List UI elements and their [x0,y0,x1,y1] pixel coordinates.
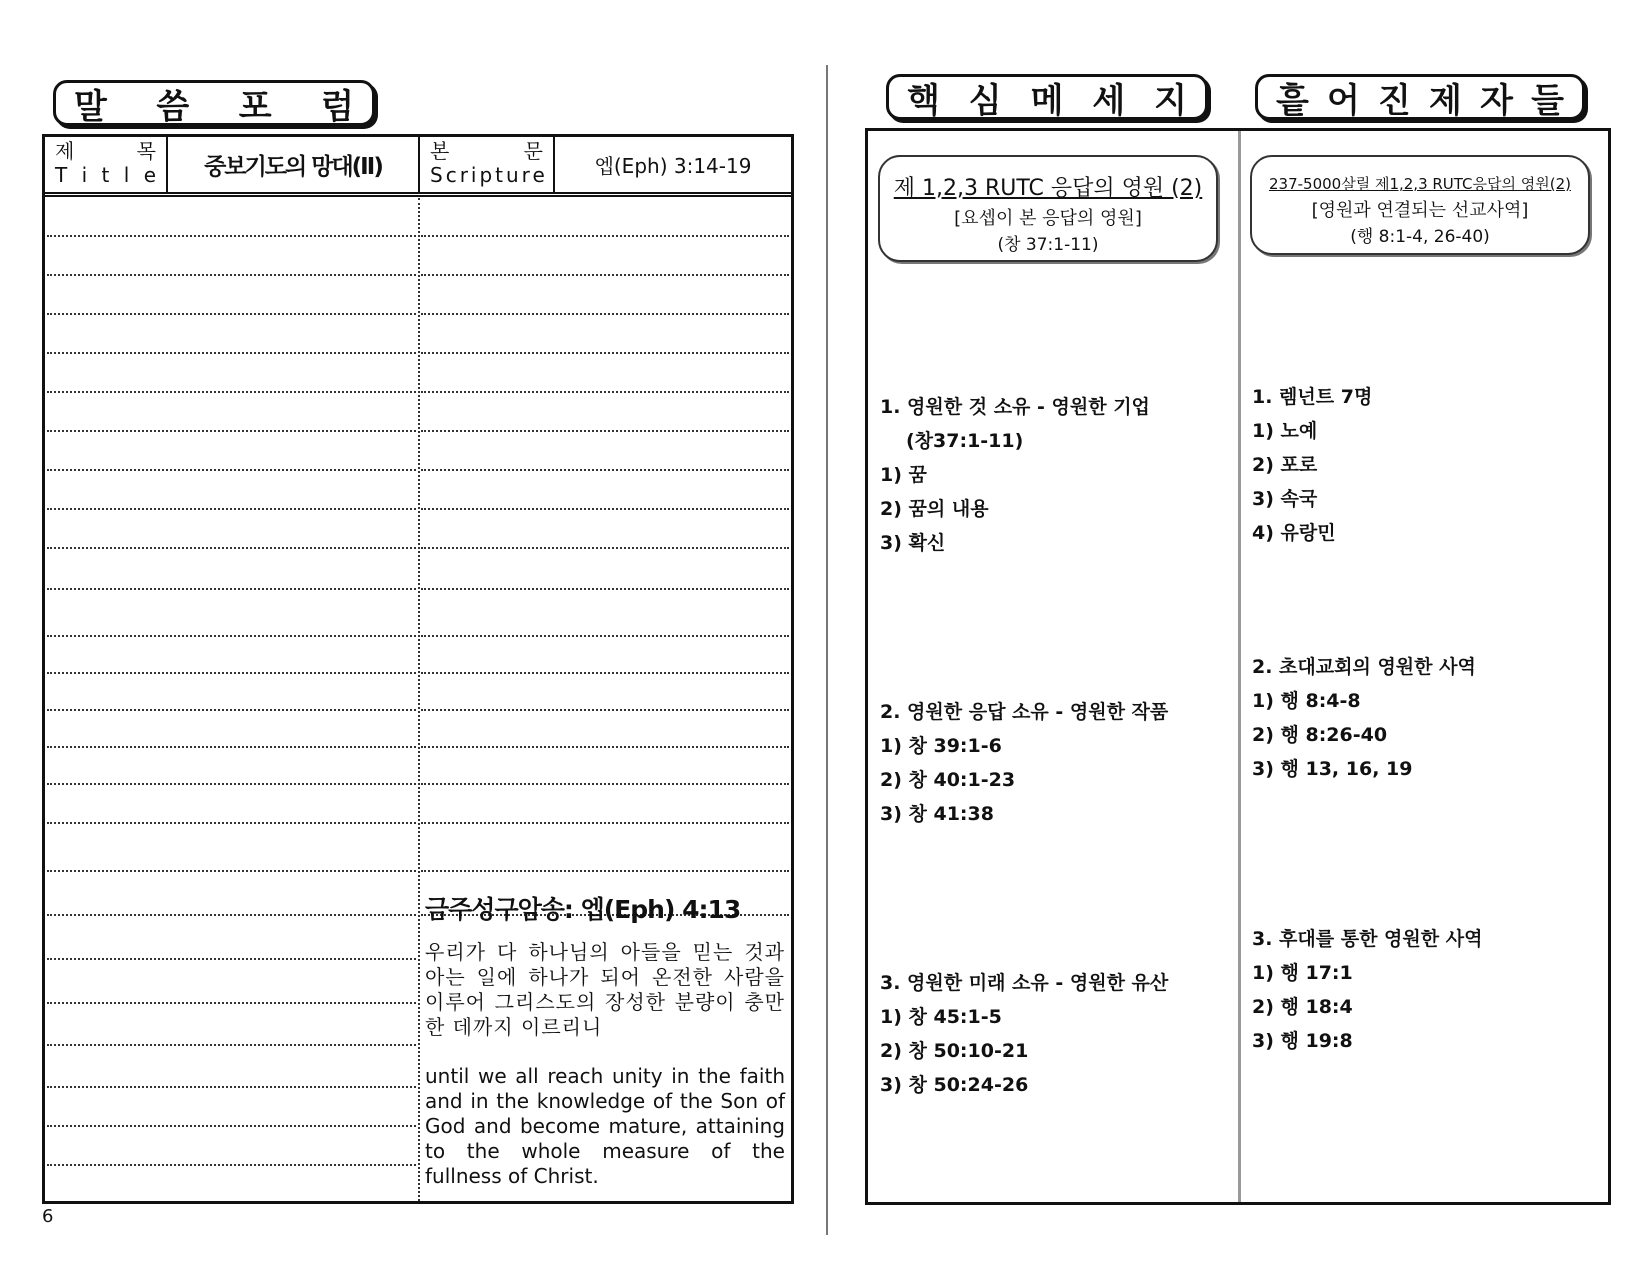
title-label [45,137,166,192]
banner-char: 포 [238,86,272,127]
note-line [421,508,789,510]
label-char: l [123,163,132,187]
scattered-section-3-heading: 3. 후대를 통한 영원한 사역 [1252,928,1483,950]
banner-char: 심 [968,80,1002,121]
core-section-3-item: 1) 창 45:1-5 [880,1006,1002,1028]
scattered-section-2-item: 1) 행 8:4-8 [1252,690,1361,712]
memory-verse-korean: 우리가 다 하나님의 아들을 믿는 것과 아는 일에 하나가 되어 온전한 사람을 이루어 그리스도의 장성한 분량이 충만한 데까지 이르리니 [425,940,785,1039]
note-line [47,783,416,785]
banner-core-message [886,74,1208,120]
note-line [47,1002,416,1004]
note-line [47,672,416,674]
note-line [47,547,416,549]
note-line [47,508,416,510]
note-line [421,313,789,315]
scattered-section-1-item: 2) 포로 [1252,454,1318,476]
note-line [47,635,416,637]
note-line [47,1086,416,1088]
label-char: i [81,163,90,187]
note-line [421,709,789,711]
note-line [47,746,416,748]
note-line [421,672,789,674]
scattered-section-2-item: 2) 행 8:26-40 [1252,724,1388,746]
core-message-reference: (창 37:1-11) [997,235,1099,255]
core-section-1-item: 1) 꿈 [880,464,927,486]
page-number: 6 [42,1206,54,1227]
note-line [47,1044,416,1046]
scattered-reference: (행 8:1-4, 26-40) [1350,227,1490,247]
banner-sermon-forum [53,80,375,126]
scripture-reference-text: 엡(Eph) 3:14-19 [594,154,752,178]
page-gutter-rule [826,65,828,1235]
banner-char: 말 [74,86,107,127]
banner-char: 흩 [1276,80,1309,121]
banner-char: 들 [1531,80,1564,121]
scattered-section-2-heading: 2. 초대교회의 영원한 사역 [1252,656,1476,678]
scattered-disciples-title-box [1250,155,1590,255]
note-line [421,870,789,872]
banner-char: 제 [1429,80,1462,121]
note-line [47,822,416,824]
note-line [47,352,416,354]
note-line [47,430,416,432]
label-char: 본 [430,139,452,163]
core-section-2-heading: 2. 영원한 응답 소유 - 영원한 작품 [880,701,1169,723]
note-line [421,469,789,471]
scattered-section-3-item: 1) 행 17:1 [1252,962,1353,984]
note-line [47,235,416,237]
note-line [421,547,789,549]
label-text: Scripture [430,163,548,187]
note-line [47,313,416,315]
note-line [421,746,789,748]
sermon-title-text: 중보기도의 망대(Ⅱ) [204,154,382,180]
core-section-3-heading: 3. 영원한 미래 소유 - 영원한 유산 [880,972,1169,994]
note-line [421,391,789,393]
core-message-subtitle: [요셉이 본 응답의 영원] [954,208,1142,229]
core-section-2-item: 3) 창 41:38 [880,803,994,825]
note-line [47,391,416,393]
note-line [421,352,789,354]
note-line [47,870,416,872]
core-message-title-box [878,155,1218,262]
core-section-1-reference: (창37:1-11) [906,430,1024,452]
note-line [421,635,789,637]
note-line [421,430,789,432]
scattered-section-1-heading: 1. 렘넌트 7명 [1252,386,1373,408]
banner-char: 핵 [907,80,940,121]
scattered-section-1-item: 1) 노예 [1252,420,1318,442]
scripture-reference [555,137,791,192]
note-line [421,274,789,276]
note-line [47,274,416,276]
label-char: 문 [523,139,545,163]
scattered-section-3-item: 3) 행 19:8 [1252,1030,1353,1052]
label-char: T [55,163,70,187]
memory-verse [425,890,785,1189]
note-line [421,822,789,824]
banner-char: 지 [1154,80,1187,121]
banner-char: 메 [1030,80,1064,121]
banner-char: 씀 [156,86,190,127]
core-section-3-item: 2) 창 50:10-21 [880,1040,1029,1062]
core-section-2-item: 1) 창 39:1-6 [880,735,1002,757]
banner-char: 어 [1327,80,1360,121]
note-line [421,588,789,590]
note-line [47,1125,416,1127]
scripture-label [420,137,553,192]
note-line [47,469,416,471]
note-line [47,914,416,916]
label-char: 제 [55,139,77,163]
label-char: e [143,163,158,187]
note-line [421,235,789,237]
note-line [47,709,416,711]
banner-scattered-disciples [1255,74,1585,120]
banner-char: 세 [1092,80,1126,121]
banner-char: 자 [1480,80,1513,121]
core-section-1-item: 2) 꿈의 내용 [880,498,989,520]
core-section-3-item: 3) 창 50:24-26 [880,1074,1029,1096]
note-line [47,1164,416,1166]
table-header-row [45,137,791,197]
sermon-title [168,137,418,192]
banner-char: 진 [1378,80,1411,121]
core-section-1-heading: 1. 영원한 것 소유 - 영원한 기업 [880,396,1150,418]
scattered-section-2-item: 3) 행 13, 16, 19 [1252,758,1413,780]
scattered-subtitle: [영원과 연결되는 선교사역] [1311,200,1529,221]
note-line [421,783,789,785]
memory-verse-english: until we all reach unity in the faith and in the knowledge of the Son of God and become mature, attaining to the whole measure of the fullness of Christ. [425,1064,785,1188]
banner-char: 럼 [321,86,354,127]
core-message-title: 제 1,2,3 RUTC 응답의 영원 (2) [893,176,1203,201]
scattered-section-1-item: 3) 속국 [1252,488,1318,510]
scattered-section-1-item: 4) 유랑민 [1252,522,1336,544]
label-char: t [101,163,112,187]
note-column-divider [418,198,420,1201]
note-line [47,588,416,590]
column-divider [1238,131,1241,1202]
scattered-section-3-item: 2) 행 18:4 [1252,996,1353,1018]
label-char: 목 [136,139,158,163]
core-section-1-item: 3) 확신 [880,532,946,554]
scattered-title: 237-5000살릴 제1,2,3 RUTC응답의 영원(2) [1268,175,1571,193]
core-section-2-item: 2) 창 40:1-23 [880,769,1016,791]
memory-verse-title: 금주성구암송: 엡(Eph) 4:13 [425,895,741,924]
note-line [47,958,416,960]
